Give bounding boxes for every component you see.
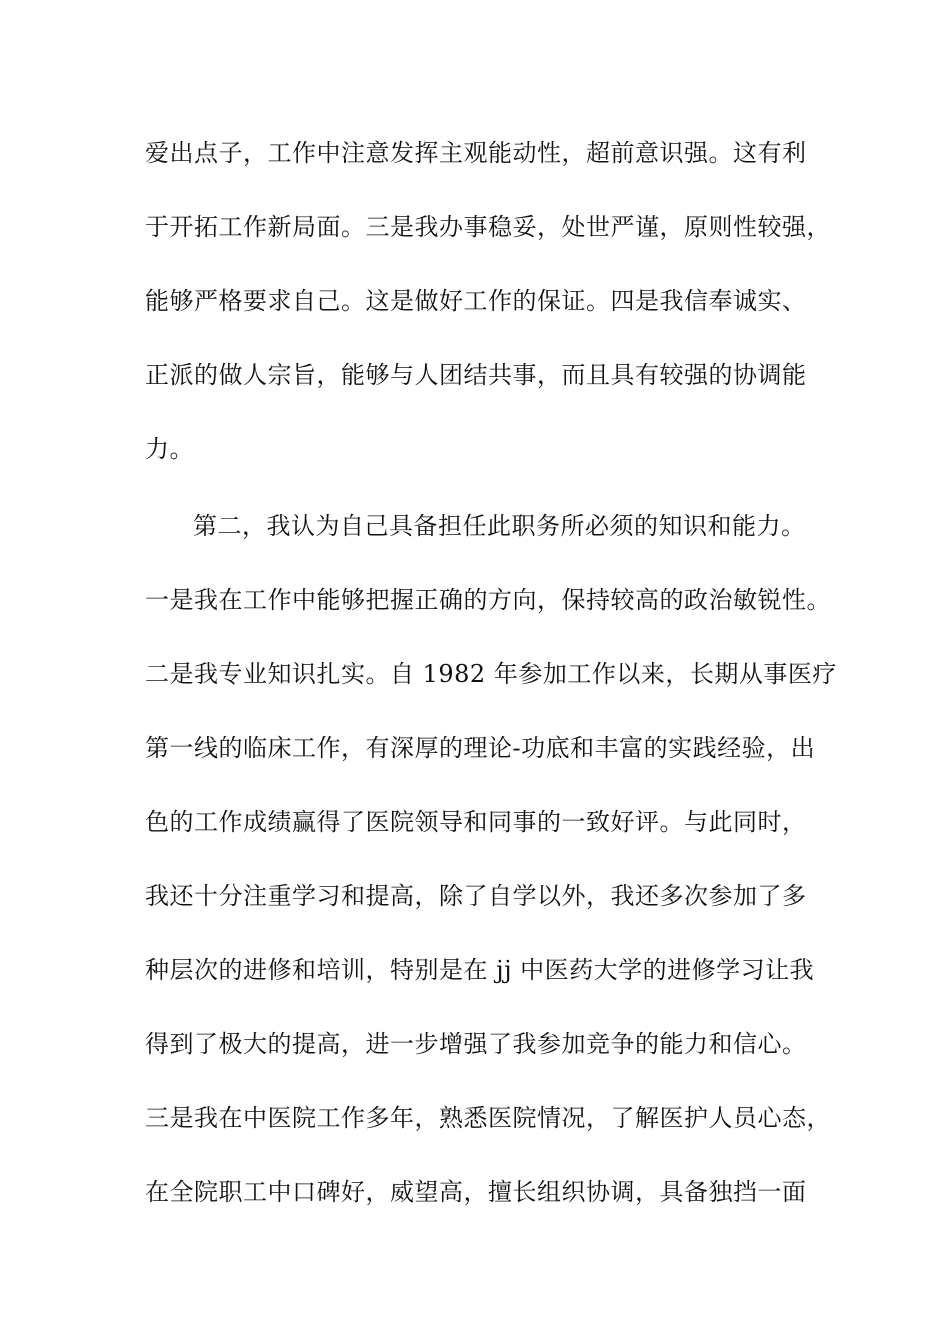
text-line: 一是我在工作中能够把握正确的方向，保持较高的政治敏锐性。 [145, 586, 831, 614]
paragraph-first-line: 第二，我认为自己具备担任此职务所必须的知识和能力。 [193, 512, 806, 540]
text-line: 三是我在中医院工作多年，熟悉医院情况，了解医护人员心态， [145, 1104, 831, 1132]
text-line: 在全院职工中口碑好，威望高，擅长组织协调，具备独挡一面 [145, 1178, 807, 1206]
text-line: 力。 [145, 435, 194, 463]
text-line: 二是我专业知识扎实。自 1982 年参加工作以来，长期从事医疗 [145, 660, 837, 688]
text-line: 第一线的临床工作，有深厚的理论-功底和丰富的实践经验，出 [145, 734, 816, 762]
text-line: 得到了极大的提高，进一步增强了我参加竞争的能力和信心。 [145, 1030, 807, 1058]
text-line: 能够严格要求自己。这是做好工作的保证。四是我信奉诚实、 [145, 287, 807, 315]
text-line: 我还十分注重学习和提高，除了自学以外，我还多次参加了多 [145, 882, 807, 910]
text-line: 种层次的进修和培训，特别是在 jj 中医药大学的进修学习让我 [145, 956, 815, 984]
text-line: 色的工作成绩赢得了医院领导和同事的一致好评。与此同时， [145, 808, 807, 836]
text-line: 爱出点子，工作中注意发挥主观能动性，超前意识强。这有利 [145, 139, 807, 167]
text-line: 于开拓工作新局面。三是我办事稳妥，处世严谨，原则性较强， [145, 213, 831, 241]
text-line: 正派的做人宗旨，能够与人团结共事，而且具有较强的协调能 [145, 361, 807, 389]
